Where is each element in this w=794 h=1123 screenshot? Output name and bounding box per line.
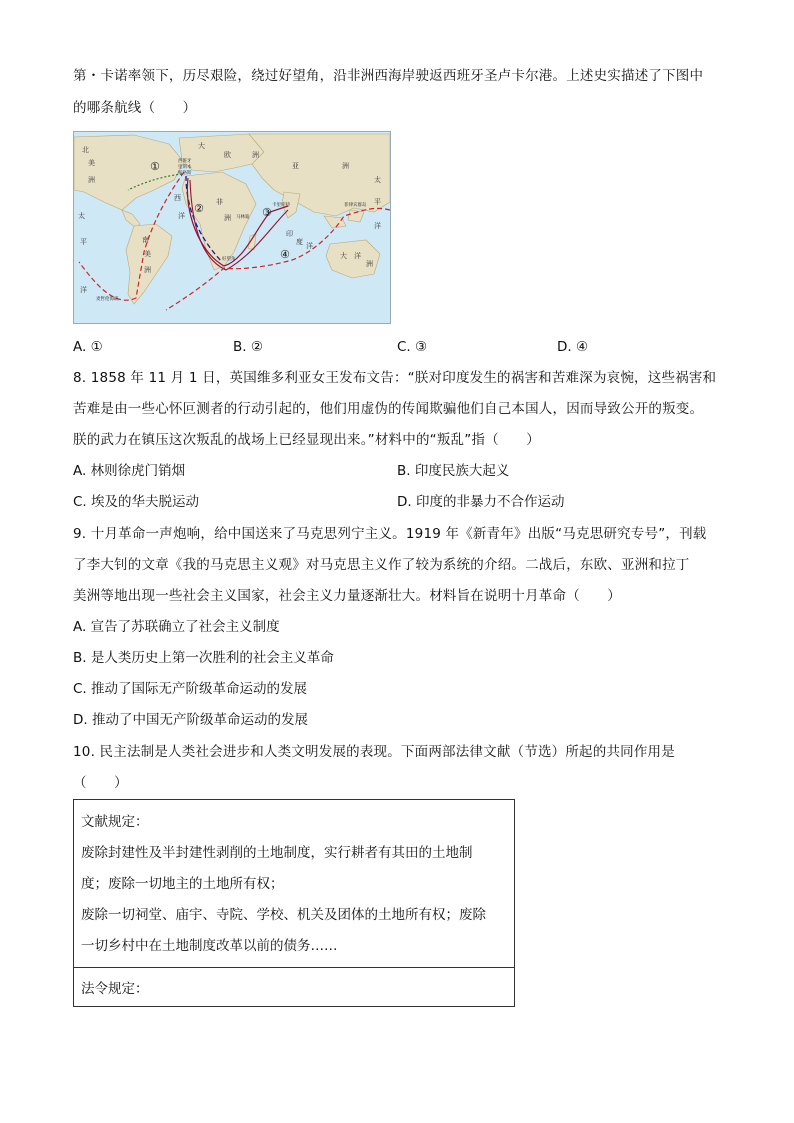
q7-stem-line-1: 第・卡诺率领下，历尽艰险，绕过好望角，沿非洲西海岸驶返西班牙圣卢卡尔港。上述史实描述了下图中 [73, 68, 704, 84]
label-asia-2: 洲 [342, 162, 349, 170]
label-europe-2: 欧 [224, 151, 231, 159]
label-asia-1: 亚 [292, 162, 299, 170]
label-pacific-east-2: 平 [374, 198, 381, 206]
label-north-america-3: 洲 [88, 176, 95, 184]
q8-stem-line-1: 8. 1858 年 11 月 1 日，英国维多利亚女王发布文告：“朕对印度发生的祸害和苦难深为哀惋，这些祸害和 [73, 370, 717, 386]
label-south-america-3: 洲 [144, 266, 151, 274]
label-indian-1: 印 [286, 230, 293, 238]
q8-option-b[interactable]: B. 印度民族大起义 [397, 463, 510, 479]
q9-option-a[interactable]: A. 宣告了苏联确立了社会主义制度 [73, 619, 280, 635]
label-magellan-strait: 麦哲伦海峡 [96, 297, 119, 302]
q9-option-b[interactable]: B. 是人类历史上第一次胜利的社会主义革命 [73, 650, 334, 666]
label-oceania-2: 洋 [354, 252, 361, 260]
route-marker-3: ③ [262, 206, 272, 219]
q8-stem-line-3: 朕的武力在镇压这次叛乱的战场上已经显现出来。”材料中的“叛乱”指（ ） [73, 432, 540, 448]
label-indian-2: 度 [296, 238, 303, 246]
q8-option-a[interactable]: A. 林则徐虎门销烟 [73, 463, 186, 479]
label-oceania-1: 大 [340, 252, 347, 260]
label-malindi: 马林迪 [236, 215, 250, 220]
label-philippines: 菲律宾群岛 [344, 203, 367, 208]
route-marker-4: ④ [280, 248, 290, 261]
q10-stem-line-2: （ ） [73, 775, 128, 791]
q10-row1-line-3: 度；废除一切地主的土地所有权； [81, 876, 284, 892]
label-indian-3: 洋 [306, 242, 313, 250]
q10-table-row-1 [74, 800, 514, 968]
label-europe-1: 大 [198, 142, 205, 150]
label-pacific-1: 太 [78, 212, 85, 220]
world-map-svg [74, 132, 390, 323]
label-atlantic-2: 西 [174, 194, 181, 202]
route-marker-2: ② [194, 202, 204, 215]
q10-row1-line-2: 废除封建性及半封建性剥削的土地制度，实行耕者有其田的土地制 [81, 845, 473, 861]
q9-stem-line-1: 9. 十月革命一声炮响，给中国送来了马克思列宁主义。1919 年《新青年》出版“马克思研究专号”，刊载 [73, 526, 707, 542]
q10-row1-line-1: 文献规定： [81, 814, 149, 830]
voyage-route-map [73, 131, 391, 324]
q10-document-table [73, 799, 515, 1007]
q10-row1-line-5: 一切乡村中在土地制度改革以前的债务…… [81, 938, 338, 954]
label-lisbon: 里斯本 [178, 165, 192, 170]
label-south-america-2: 美 [144, 250, 151, 258]
q8-stem-line-2: 苦难是由一些心怀叵测者的行动引起的，他们用虚伪的传闻欺骗他们自己本国人，因而导致公开的叛变。 [73, 401, 704, 417]
label-north-america-2: 美 [88, 159, 95, 167]
q10-row1-line-4: 废除一切祠堂、庙宇、寺院、学校、机关及团体的土地所有权；废除 [81, 907, 486, 923]
q9-stem-line-3: 美洲等地出现一些社会主义国家，社会主义力量逐渐壮大。材料旨在说明十月革命（ ） [73, 588, 621, 604]
label-north-america-1: 北 [82, 146, 89, 154]
label-pacific-2: 平 [80, 238, 87, 246]
q7-option-c[interactable]: C. ③ [397, 339, 428, 355]
label-calicut: 卡里库特 [272, 203, 290, 208]
q9-option-c[interactable]: C. 推动了国际无产阶级革命运动的发展 [73, 681, 308, 697]
label-pacific-east-1: 太 [374, 176, 381, 184]
label-africa-1: 非 [216, 198, 223, 206]
q7-option-d[interactable]: D. ④ [557, 339, 589, 355]
label-south-america-1: 南 [142, 236, 149, 244]
label-africa-2: 洲 [224, 214, 231, 222]
label-europe-3: 洲 [252, 151, 259, 159]
q7-stem-line-2: 的哪条航线（ ） [73, 100, 197, 116]
q7-option-a[interactable]: A. ① [73, 339, 103, 355]
q9-option-d[interactable]: D. 推动了中国无产阶级革命运动的发展 [73, 712, 308, 728]
route-marker-1: ① [150, 160, 160, 173]
q7-option-b[interactable]: B. ② [233, 339, 263, 355]
label-oceania-3: 洲 [366, 260, 373, 268]
label-cape: 好望角 [222, 257, 236, 262]
q10-row2-line-1: 法令规定： [81, 981, 149, 997]
q8-option-d[interactable]: D. 印度的非暴力不合作运动 [397, 494, 565, 510]
label-pacific-east-3: 洋 [374, 222, 381, 230]
label-pacific-3: 洋 [80, 286, 87, 294]
q8-option-c[interactable]: C. 埃及的华夫脱运动 [73, 494, 200, 510]
label-atlantic-3: 洋 [178, 212, 185, 220]
label-spain: 西班牙 [178, 159, 192, 164]
label-palos: 帕洛斯 [178, 171, 192, 176]
q10-stem-line-1: 10. 民主法制是人类社会进步和人类文明发展的表现。下面两部法律文献（节选）所起的共同作用是 [73, 744, 675, 760]
q9-stem-line-2: 了李大钊的文章《我的马克思主义观》对马克思主义作了较为系统的介绍。二战后，东欧、亚洲和拉丁 [73, 557, 690, 573]
